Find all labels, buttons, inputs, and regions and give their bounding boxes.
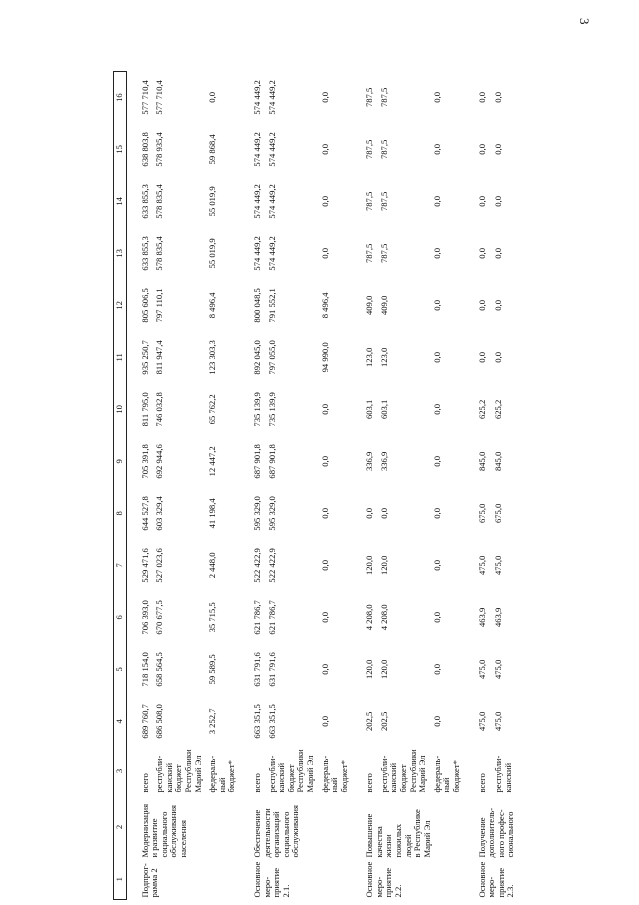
column-number: 15: [114, 123, 127, 175]
value-cell: 0,0: [476, 300, 487, 311]
value-cell: 120,0: [364, 659, 375, 680]
value-cell: 644 527,8: [139, 496, 150, 531]
value-cell: 527 023,6: [154, 548, 165, 583]
value-cell: 625,2: [492, 399, 503, 420]
column-number: 9: [114, 435, 127, 487]
value-cell: 670 677,5: [154, 600, 165, 635]
value-cell: 787,5: [378, 243, 389, 264]
value-cell: 625,2: [476, 399, 487, 420]
program-name-cell: Обеспечение деятельности организаций социального обслуживания: [251, 805, 301, 858]
program-type-cell: Основное меро- приятие 2.1.: [251, 861, 291, 898]
table-row: [362, 71, 377, 899]
column-number: 5: [114, 643, 127, 695]
value-cell: 55 019,9: [207, 186, 218, 217]
value-cell: 845,0: [476, 451, 487, 472]
value-cell: 475,0: [492, 659, 503, 680]
value-cell: 475,0: [476, 711, 487, 732]
value-cell: 574 449,2: [266, 236, 277, 271]
value-cell: 787,5: [378, 191, 389, 212]
page-number: 3: [577, 18, 592, 25]
table-row: [205, 71, 239, 899]
value-cell: 120,0: [378, 555, 389, 576]
value-cell: 0,0: [431, 612, 442, 623]
value-cell: 409,0: [364, 295, 375, 316]
value-cell: 787,5: [378, 87, 389, 108]
value-cell: 797 055,0: [266, 340, 277, 375]
value-cell: 0,0: [431, 404, 442, 415]
value-cell: 574 449,2: [251, 132, 262, 167]
value-cell: 633 855,3: [139, 184, 150, 219]
table-row: [430, 71, 464, 899]
value-cell: 892 045,0: [251, 340, 262, 375]
value-cell: 746 032,8: [154, 392, 165, 427]
column-number: 6: [114, 591, 127, 643]
value-cell: 845,0: [492, 451, 503, 472]
value-cell: 0,0: [319, 144, 330, 155]
budget-table: [113, 71, 518, 900]
funding-source-cell: республи- канский бюджет Республики Марий Эл: [378, 749, 428, 793]
column-number: 13: [114, 227, 127, 279]
value-cell: 463,9: [476, 607, 487, 628]
value-cell: 692 944,6: [154, 444, 165, 479]
column-number: 12: [114, 279, 127, 331]
value-cell: 0,0: [207, 92, 218, 103]
value-cell: 0,0: [476, 196, 487, 207]
value-cell: 123,0: [378, 347, 389, 368]
column-number: 7: [114, 539, 127, 591]
value-cell: 336,9: [364, 451, 375, 472]
value-cell: 718 154,0: [139, 652, 150, 687]
value-cell: 0,0: [364, 508, 375, 519]
table-row: [265, 71, 318, 899]
value-cell: 577 710,4: [139, 80, 150, 115]
value-cell: 0,0: [431, 560, 442, 571]
column-number: 16: [114, 71, 127, 123]
value-cell: 120,0: [378, 659, 389, 680]
value-cell: 574 449,2: [251, 184, 262, 219]
value-cell: 0,0: [431, 300, 442, 311]
funding-source-cell: всего: [476, 773, 487, 793]
value-cell: 631 791,6: [251, 652, 262, 687]
value-cell: 475,0: [492, 711, 503, 732]
value-cell: 735 139,9: [251, 392, 262, 427]
column-number: 14: [114, 175, 127, 227]
value-cell: 663 351,5: [251, 704, 262, 739]
value-cell: 705 391,8: [139, 444, 150, 479]
value-cell: 55 019,9: [207, 238, 218, 269]
funding-source-cell: республи- канский бюджет Республики Марий Эл: [154, 749, 203, 793]
table-row: [138, 71, 153, 899]
value-cell: 409,0: [378, 295, 389, 316]
value-cell: 123 303,3: [207, 340, 218, 375]
value-cell: 0,0: [492, 144, 503, 155]
value-cell: 475,0: [476, 555, 487, 576]
value-cell: 574 449,2: [251, 80, 262, 115]
value-cell: 638 803,8: [139, 132, 150, 167]
value-cell: 811 795,0: [139, 392, 150, 427]
value-cell: 0,0: [476, 92, 487, 103]
value-cell: 0,0: [319, 612, 330, 623]
value-cell: 578 935,4: [154, 132, 165, 167]
value-cell: 621 786,7: [251, 600, 262, 635]
value-cell: 0,0: [492, 196, 503, 207]
value-cell: 797 110,1: [154, 288, 165, 323]
value-cell: 202,5: [378, 711, 389, 732]
program-type-cell: Основное меро- приятие 2.3.: [476, 861, 516, 898]
value-cell: 0,0: [319, 196, 330, 207]
value-cell: 935 250,7: [139, 340, 150, 375]
value-cell: 0,0: [431, 716, 442, 727]
value-cell: 0,0: [492, 248, 503, 259]
funding-source-cell: федераль- ный бюджет*: [207, 755, 237, 793]
value-cell: 0,0: [319, 404, 330, 415]
value-cell: 0,0: [492, 352, 503, 363]
column-number-row: [114, 71, 127, 899]
value-cell: 59 589,5: [207, 654, 218, 685]
value-cell: 2 448,0: [207, 552, 218, 579]
value-cell: 787,5: [364, 139, 375, 160]
value-cell: 0,0: [319, 664, 330, 675]
value-cell: 94 990,0: [319, 342, 330, 373]
funding-source-cell: всего: [364, 773, 375, 793]
value-cell: 522 422,9: [266, 548, 277, 583]
value-cell: 0,0: [431, 456, 442, 467]
program-type-cell: Подпрог- рамма 2: [139, 863, 160, 898]
value-cell: 0,0: [431, 508, 442, 519]
value-cell: 787,5: [378, 139, 389, 160]
value-cell: 706 393,0: [139, 600, 150, 635]
value-cell: 595 329,0: [251, 496, 262, 531]
column-number: 10: [114, 383, 127, 435]
value-cell: 595 329,0: [266, 496, 277, 531]
column-number: 1: [114, 860, 127, 900]
program-name-cell: Повышение качества жизни пожилых людей в Республике Марий Эл: [364, 809, 432, 858]
value-cell: 631 791,6: [266, 652, 277, 687]
funding-source-cell: всего: [251, 773, 262, 793]
value-cell: 120,0: [364, 555, 375, 576]
value-cell: 675,0: [492, 503, 503, 524]
value-cell: 574 449,2: [251, 236, 262, 271]
value-cell: 0,0: [431, 144, 442, 155]
value-cell: 687 901,8: [251, 444, 262, 479]
value-cell: 574 449,2: [266, 80, 277, 115]
value-cell: 735 139,9: [266, 392, 277, 427]
value-cell: 0,0: [431, 196, 442, 207]
value-cell: 0,0: [431, 92, 442, 103]
column-number: 11: [114, 331, 127, 383]
value-cell: 336,9: [378, 451, 389, 472]
funding-source-cell: федераль- ный бюджет*: [319, 755, 349, 793]
value-cell: 0,0: [492, 92, 503, 103]
table-row: [491, 71, 518, 899]
value-cell: 787,5: [364, 87, 375, 108]
funding-source-cell: республи- канский: [492, 755, 513, 793]
value-cell: 0,0: [319, 716, 330, 727]
value-cell: 522 422,9: [251, 548, 262, 583]
value-cell: 0,0: [431, 352, 442, 363]
column-number: 4: [114, 695, 127, 747]
value-cell: 603,1: [378, 399, 389, 420]
program-name-cell: Модернизация и развитие социального обслуживания населения: [139, 803, 188, 858]
value-cell: 689 760,7: [139, 704, 150, 739]
value-cell: 603 329,4: [154, 496, 165, 531]
value-cell: 0,0: [319, 248, 330, 259]
funding-source-cell: всего: [139, 773, 150, 793]
value-cell: 787,5: [364, 243, 375, 264]
value-cell: 463,9: [492, 607, 503, 628]
value-cell: 811 947,4: [154, 340, 165, 375]
table-row: [475, 71, 491, 899]
value-cell: 35 715,5: [207, 602, 218, 633]
value-cell: 41 198,4: [207, 498, 218, 529]
value-cell: 0,0: [319, 508, 330, 519]
column-number: 3: [114, 747, 127, 794]
value-cell: 123,0: [364, 347, 375, 368]
value-cell: 787,5: [364, 191, 375, 212]
value-cell: 686 508,0: [154, 704, 165, 739]
value-cell: 529 471,6: [139, 548, 150, 583]
value-cell: 65 762,2: [207, 394, 218, 425]
value-cell: 59 868,4: [207, 134, 218, 165]
table-row: [377, 71, 430, 899]
value-cell: 0,0: [476, 352, 487, 363]
value-cell: 0,0: [431, 664, 442, 675]
value-cell: 574 449,2: [266, 132, 277, 167]
value-cell: 621 786,7: [266, 600, 277, 635]
value-cell: 202,5: [364, 711, 375, 732]
table-row: [318, 71, 352, 899]
value-cell: 687 901,8: [266, 444, 277, 479]
value-cell: 791 552,1: [266, 288, 277, 323]
value-cell: 577 710,4: [154, 80, 165, 115]
value-cell: 4 208,0: [364, 604, 375, 631]
value-cell: 0,0: [476, 144, 487, 155]
program-type-cell: Основное меро- приятие 2.2.: [364, 861, 404, 898]
value-cell: 0,0: [492, 300, 503, 311]
value-cell: 0,0: [431, 248, 442, 259]
value-cell: 805 606,5: [139, 288, 150, 323]
funding-source-cell: федераль- ный бюджет*: [431, 755, 462, 793]
value-cell: 475,0: [492, 555, 503, 576]
value-cell: 8 496,4: [319, 292, 330, 319]
column-number: 2: [114, 795, 127, 860]
program-name-cell: Получение дополнитель- ного профес- сионального: [476, 807, 516, 858]
value-cell: 0,0: [319, 560, 330, 571]
funding-source-cell: республи- канский бюджет Республики Марий Эл: [266, 749, 315, 793]
value-cell: 578 835,4: [154, 236, 165, 271]
table-row: [152, 71, 205, 899]
value-cell: 475,0: [476, 659, 487, 680]
value-cell: 800 048,5: [251, 288, 262, 323]
value-cell: 658 564,5: [154, 652, 165, 687]
value-cell: 3 252,7: [207, 708, 218, 735]
value-cell: 574 449,2: [266, 184, 277, 219]
column-number: 8: [114, 487, 127, 539]
value-cell: 675,0: [476, 503, 487, 524]
value-cell: 0,0: [378, 508, 389, 519]
value-cell: 578 835,4: [154, 184, 165, 219]
value-cell: 0,0: [319, 92, 330, 103]
value-cell: 603,1: [364, 399, 375, 420]
value-cell: 663 351,5: [266, 704, 277, 739]
value-cell: 4 208,0: [378, 604, 389, 631]
value-cell: 8 496,4: [207, 292, 218, 319]
value-cell: 633 855,3: [139, 236, 150, 271]
value-cell: 12 447,2: [207, 446, 218, 477]
value-cell: 0,0: [319, 456, 330, 467]
table-row: [250, 71, 265, 899]
value-cell: 0,0: [476, 248, 487, 259]
